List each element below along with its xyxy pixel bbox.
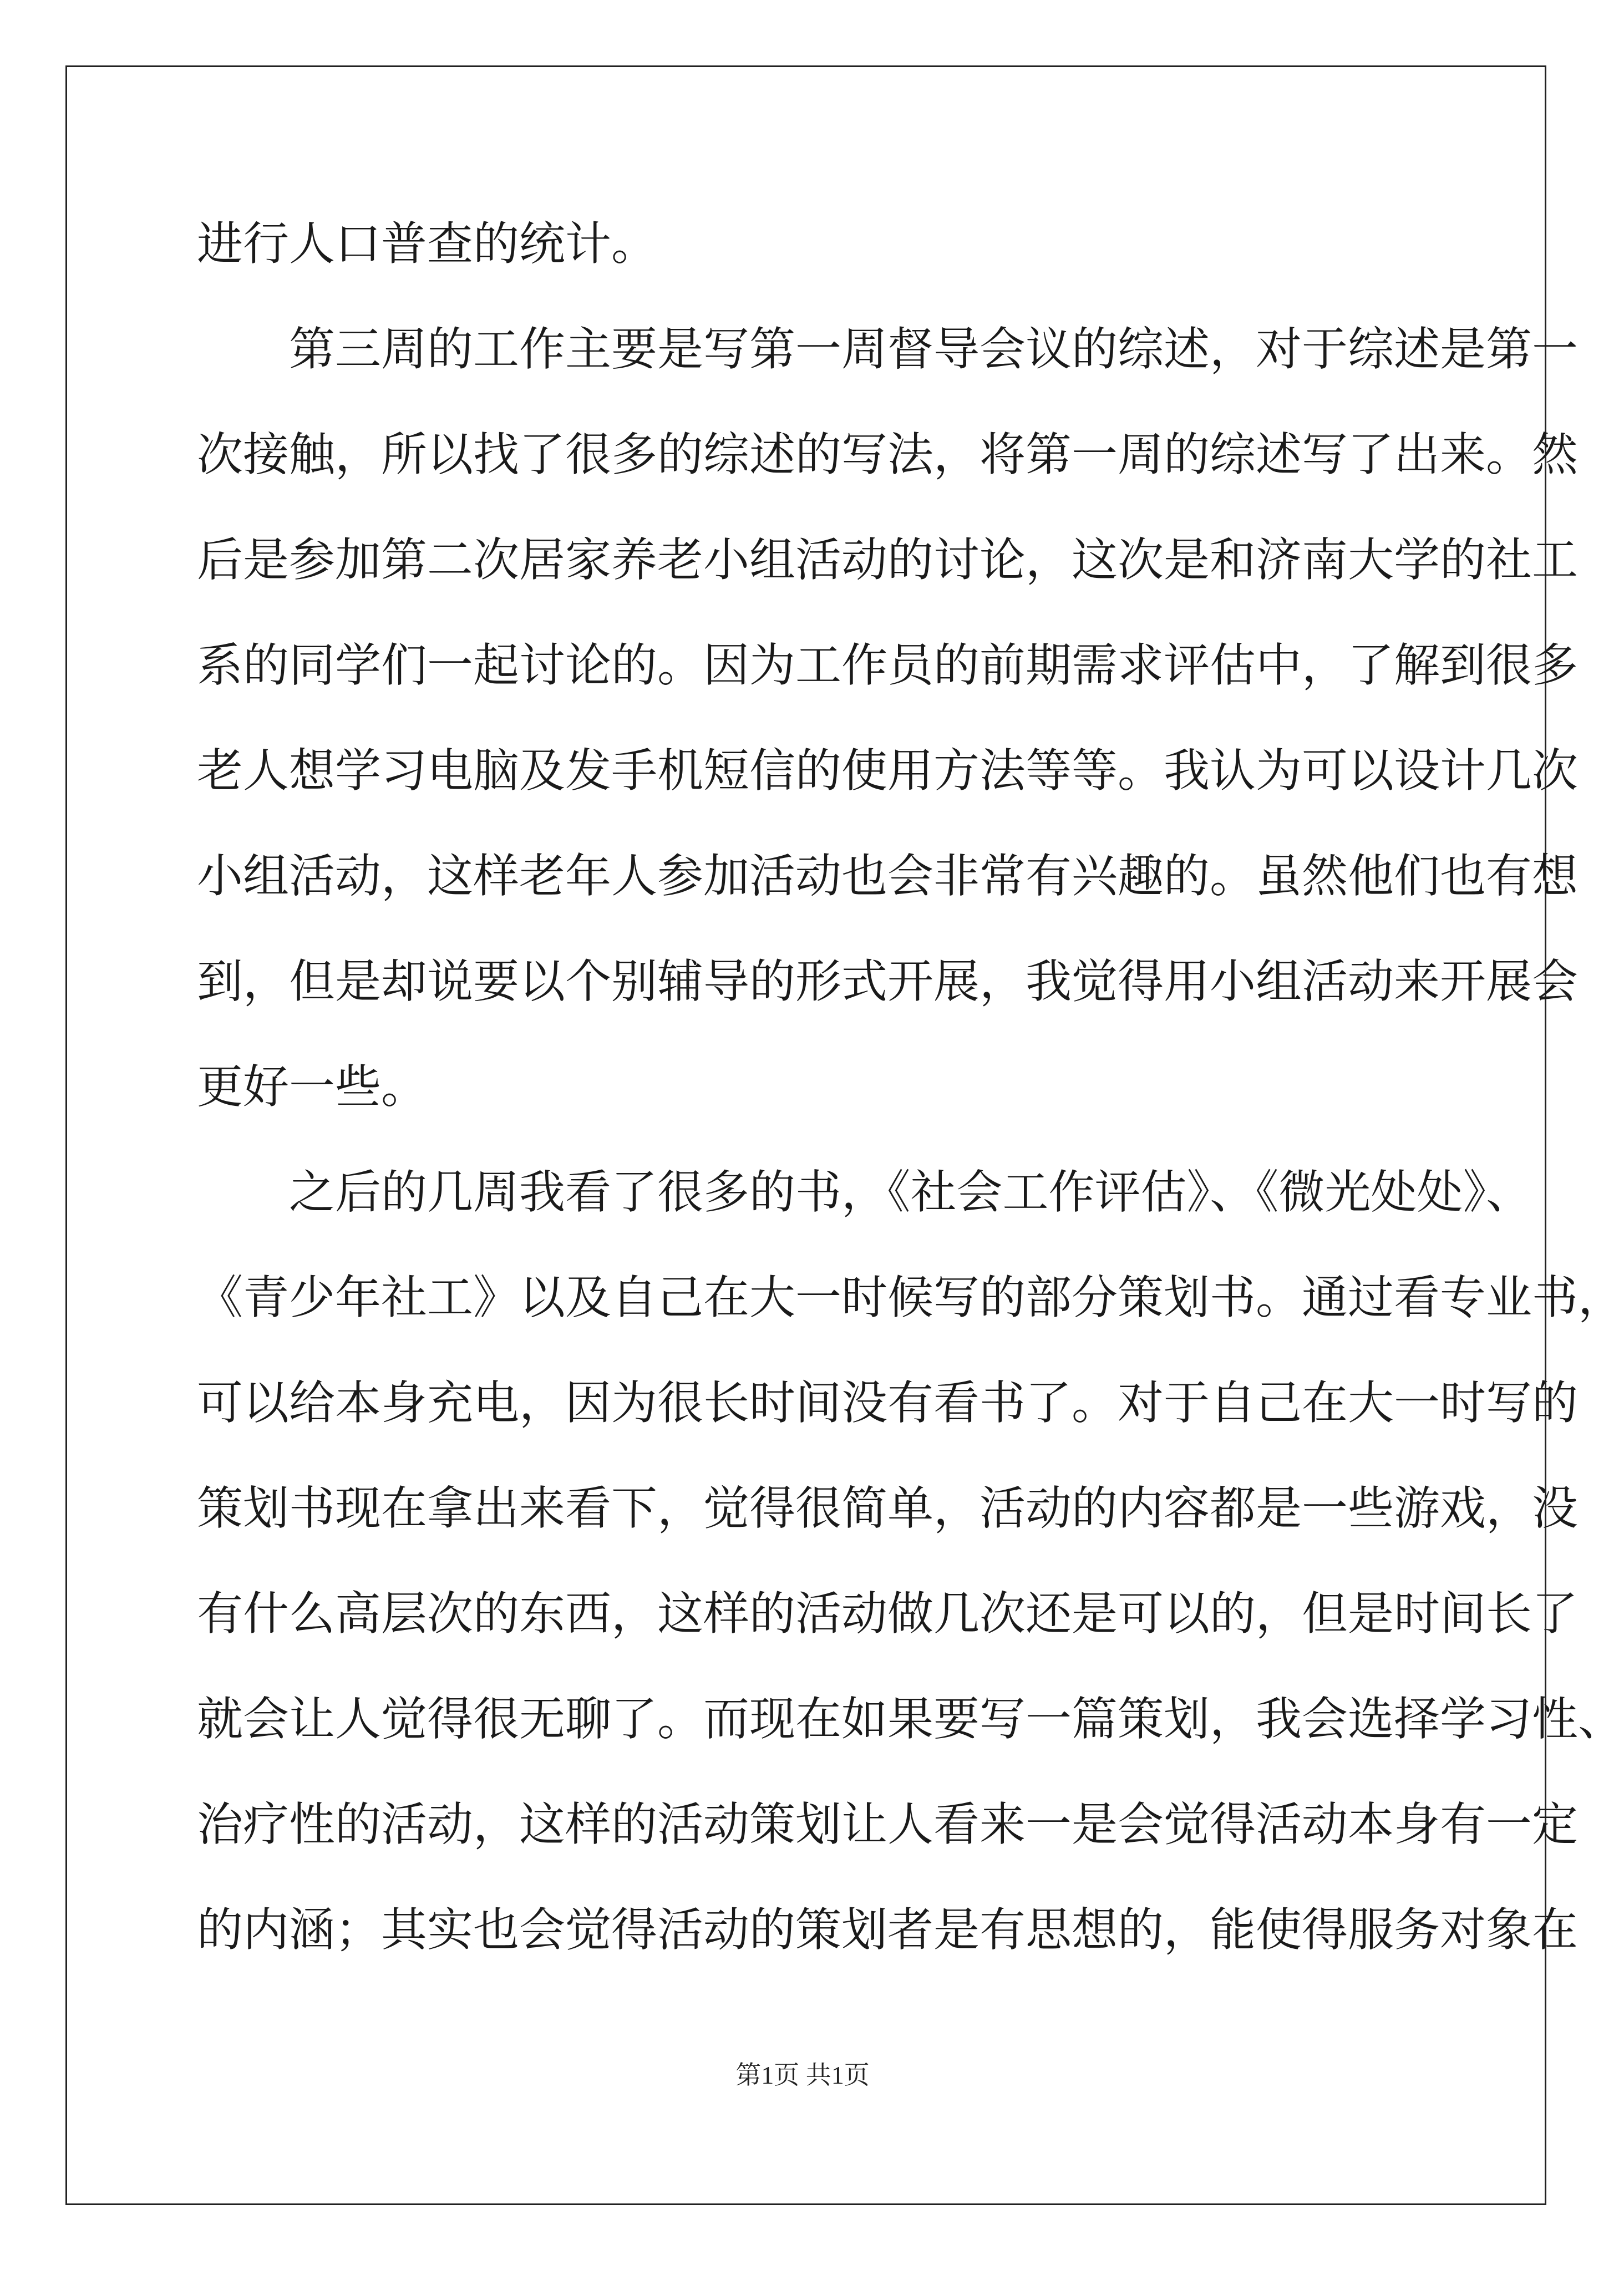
text-line: 进行人口普查的统计。 <box>197 217 657 271</box>
text-line: 系的同学们一起讨论的。因为工作员的前期需求评估中，了解到很多 <box>197 638 1578 692</box>
document-body <box>197 191 1624 1983</box>
text-line: 策划书现在拿出来看下，觉得很简单，活动的内容都是一些游戏，没 <box>197 1481 1578 1535</box>
text-line: 小组活动，这样老年人参加活动也会非常有兴趣的。虽然他们也有想 <box>197 849 1578 903</box>
text-line: 有什么高层次的东西，这样的活动做几次还是可以的，但是时间长了 <box>197 1587 1578 1641</box>
text-line: 次接触，所以找了很多的综述的写法，将第一周的综述写了出来。然 <box>197 428 1578 481</box>
text-line: 治疗性的活动，这样的活动策划让人看来一是会觉得活动本身有一定 <box>197 1797 1578 1851</box>
text-line: 更好一些。 <box>197 1060 427 1114</box>
text-line: 到，但是却说要以个别辅导的形式开展，我觉得用小组活动来开展会 <box>197 954 1578 1008</box>
text-line: 就会让人觉得很无聊了。而现在如果要写一篇策划，我会选择学习性、 <box>197 1692 1624 1746</box>
text-line: 可以给本身充电，因为很长时间没有看书了。对于自己在大一时写的 <box>197 1376 1578 1430</box>
text-line: 的内涵；其实也会觉得活动的策划者是有思想的，能使得服务对象在 <box>197 1903 1578 1957</box>
page-footer: 第1页 共1页 <box>735 2061 870 2089</box>
text-line: 《青少年社工》以及自己在大一时候写的部分策划书。通过看专业书， <box>197 1271 1624 1324</box>
text-line: 第三周的工作主要是写第一周督导会议的综述，对于综述是第一 <box>289 322 1578 376</box>
text-line: 后是参加第二次居家养老小组活动的讨论，这次是和济南大学的社工 <box>197 533 1578 587</box>
text-line: 老人想学习电脑及发手机短信的使用方法等等。我认为可以设计几次 <box>197 744 1578 798</box>
text-line: 之后的几周我看了很多的书，《社会工作评估》、《微光处处》、 <box>289 1165 1532 1219</box>
